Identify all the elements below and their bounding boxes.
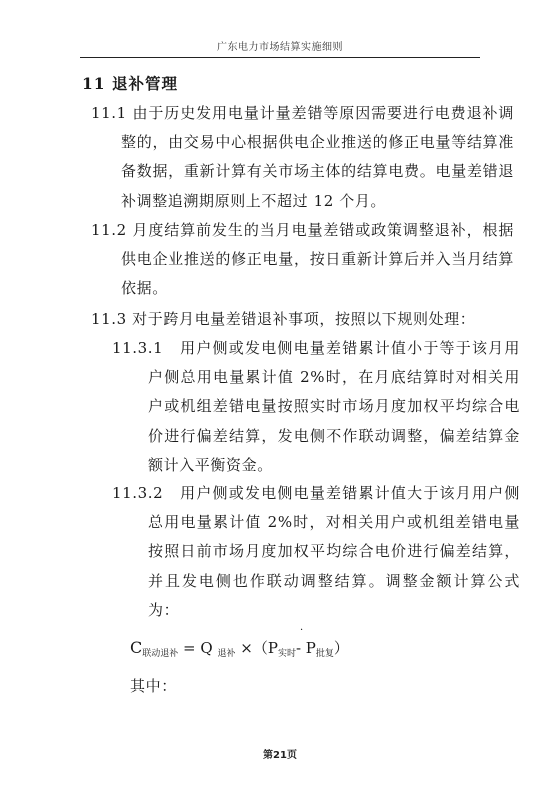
formula-q-subscript: 退补 — [217, 649, 236, 659]
page-number: 第21页 — [263, 750, 297, 761]
section-heading: 11 退补管理 — [82, 74, 178, 93]
header-divider — [80, 57, 480, 58]
paragraph-11-1: 11.1 由于历史发用电量计量差错等原因需要进行电费退补调整的，由交易中心根据供电企业推送的修正电量等结算准备数据，重新计算有关市场主体的结算电费。电量差错退补调整追溯期原则上不超过 12 个月。 — [91, 104, 514, 210]
formula-p2-subscript: 批复 — [315, 649, 334, 659]
paragraph-11-2: 11.2 月度结算前发生的当月电量差错或政策调整退补，根据供电企业推送的修正电量，按日重新计算后并入当月结算依据。 — [91, 221, 514, 298]
formula-close-paren: ） — [333, 639, 349, 657]
page-header: 广东电力市场结算实施细则 — [217, 42, 343, 53]
where-label: 其中： — [130, 677, 177, 695]
formula-minus-p: · - P — [296, 639, 316, 657]
formula-equals-q: = Q — [183, 639, 213, 657]
formula-c: C — [130, 638, 143, 657]
paragraph-11-3-2: 11.3.2 用户侧或发电侧电量差错累计值大于该月用户侧总用电量累计值 2%时，对相关用户或机组差错电量按照日前市场月度加权平均综合电价进行偏差结算，并且发电侧也作联动调整结算。调整金额计算公式为： — [112, 484, 520, 619]
paragraph-11-3: 11.3 对于跨月电量差错退补事项，按照以下规则处理： — [91, 310, 476, 328]
formula-times-p: ×（P — [240, 639, 278, 657]
adjustment-formula — [130, 637, 349, 658]
paragraph-11-3-1: 11.3.1 用户侧或发电侧电量差错累计值小于等于该月用户侧总用电量累计值 2%时，在月底结算时对相关用户或机组差错电量按照实时市场月度加权平均综合电价进行偏差结算，发电侧不作联动调整，偏差结算金额计入平衡资金。 — [112, 339, 520, 474]
formula-p1-subscript: 实时 — [277, 649, 296, 659]
formula-c-subscript: 联动退补 — [142, 649, 179, 659]
